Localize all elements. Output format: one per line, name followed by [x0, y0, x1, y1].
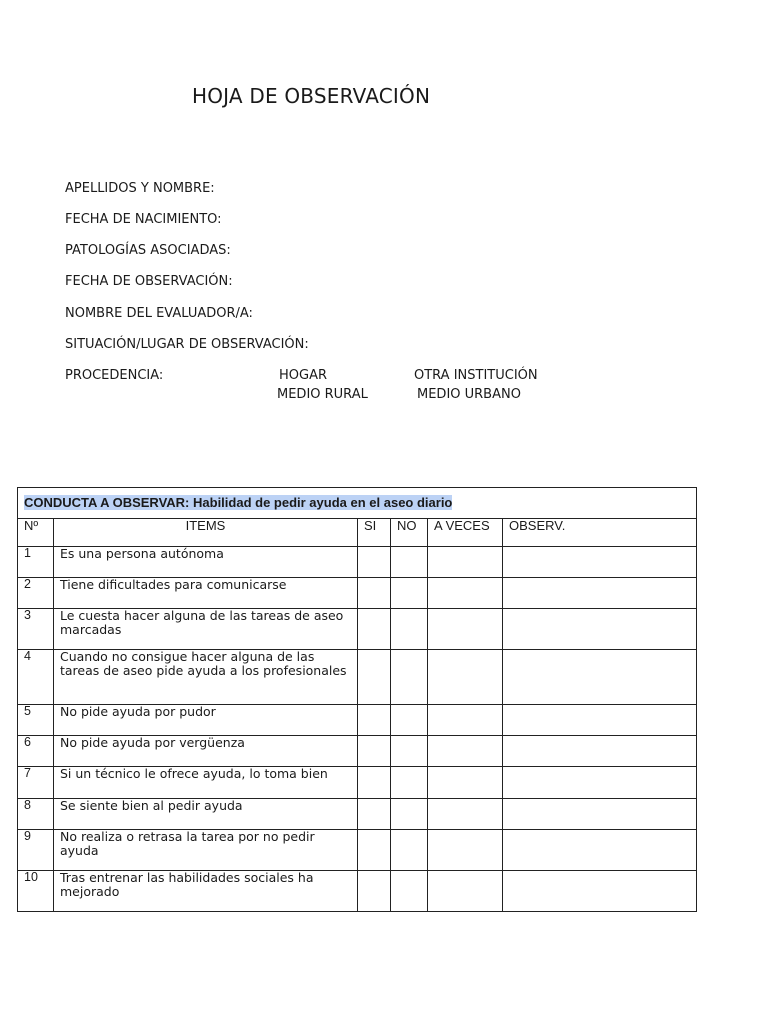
conducta-prefix: CONDUCTA A OBSERVAR:	[24, 495, 190, 511]
cell-no[interactable]	[391, 830, 428, 871]
table-row	[18, 767, 697, 799]
cell-observ[interactable]	[503, 767, 697, 799]
procedencia-option-medio-urbano: MEDIO URBANO	[417, 387, 521, 402]
cell-si[interactable]	[358, 830, 391, 871]
row-item: No pide ayuda por vergüenza	[54, 736, 358, 767]
row-number: 6	[18, 736, 54, 767]
cell-observ[interactable]	[503, 609, 697, 650]
cell-a-veces[interactable]	[428, 799, 503, 830]
row-number: 10	[18, 871, 54, 912]
cell-observ[interactable]	[503, 578, 697, 609]
column-header-si: SI	[358, 519, 391, 547]
column-header-observ: OBSERV.	[503, 519, 697, 547]
row-number: 4	[18, 650, 54, 705]
row-number: 7	[18, 767, 54, 799]
table-header-conducta	[18, 488, 697, 519]
row-number: 1	[18, 547, 54, 578]
row-item: Tras entrenar las habilidades sociales ha mejorado	[54, 871, 358, 912]
cell-a-veces[interactable]	[428, 650, 503, 705]
cell-a-veces[interactable]	[428, 705, 503, 736]
field-fecha-observacion: FECHA DE OBSERVACIÓN:	[65, 274, 233, 289]
column-header-no: NO	[391, 519, 428, 547]
field-patologias: PATOLOGÍAS ASOCIADAS:	[65, 243, 231, 258]
cell-si[interactable]	[358, 705, 391, 736]
table-row	[18, 871, 697, 912]
cell-si[interactable]	[358, 609, 391, 650]
table-row	[18, 705, 697, 736]
column-header-a-veces: A VECES	[428, 519, 503, 547]
row-number: 2	[18, 578, 54, 609]
row-number: 8	[18, 799, 54, 830]
row-number: 9	[18, 830, 54, 871]
cell-a-veces[interactable]	[428, 578, 503, 609]
cell-no[interactable]	[391, 547, 428, 578]
cell-si[interactable]	[358, 871, 391, 912]
cell-no[interactable]	[391, 736, 428, 767]
cell-no[interactable]	[391, 871, 428, 912]
conducta-text: Habilidad de pedir ayuda en el aseo diario	[193, 495, 453, 511]
cell-a-veces[interactable]	[428, 767, 503, 799]
row-item: Le cuesta hacer alguna de las tareas de aseo marcadas	[54, 609, 358, 650]
field-situacion-lugar: SITUACIÓN/LUGAR DE OBSERVACIÓN:	[65, 337, 309, 352]
cell-no[interactable]	[391, 799, 428, 830]
cell-no[interactable]	[391, 609, 428, 650]
table-row	[18, 578, 697, 609]
cell-si[interactable]	[358, 650, 391, 705]
cell-observ[interactable]	[503, 871, 697, 912]
procedencia-option-medio-rural: MEDIO RURAL	[277, 387, 368, 402]
row-item: No realiza o retrasa la tarea por no pedir ayuda	[54, 830, 358, 871]
table-row	[18, 799, 697, 830]
cell-a-veces[interactable]	[428, 736, 503, 767]
cell-si[interactable]	[358, 736, 391, 767]
cell-observ[interactable]	[503, 650, 697, 705]
cell-no[interactable]	[391, 767, 428, 799]
observation-table	[17, 487, 697, 912]
column-header-items: ITEMS	[54, 519, 358, 547]
field-nombre-evaluador: NOMBRE DEL EVALUADOR/A:	[65, 306, 253, 321]
table-row	[18, 547, 697, 578]
cell-a-veces[interactable]	[428, 609, 503, 650]
cell-observ[interactable]	[503, 799, 697, 830]
row-number: 3	[18, 609, 54, 650]
cell-observ[interactable]	[503, 705, 697, 736]
cell-no[interactable]	[391, 705, 428, 736]
table-row	[18, 736, 697, 767]
procedencia-option-hogar: HOGAR	[279, 368, 328, 383]
procedencia-option-otra-institucion: OTRA INSTITUCIÓN	[414, 368, 538, 383]
page-title: HOJA DE OBSERVACIÓN	[192, 84, 431, 108]
row-item: No pide ayuda por pudor	[54, 705, 358, 736]
cell-observ[interactable]	[503, 830, 697, 871]
cell-a-veces[interactable]	[428, 830, 503, 871]
row-item: Es una persona autónoma	[54, 547, 358, 578]
row-item: Cuando no consigue hacer alguna de las tareas de aseo pide ayuda a los profesionales	[54, 650, 358, 705]
cell-si[interactable]	[358, 799, 391, 830]
field-apellidos-nombre: APELLIDOS Y NOMBRE:	[65, 181, 215, 196]
cell-a-veces[interactable]	[428, 871, 503, 912]
table-row	[18, 830, 697, 871]
field-fecha-nacimiento: FECHA DE NACIMIENTO:	[65, 212, 222, 227]
cell-si[interactable]	[358, 547, 391, 578]
cell-observ[interactable]	[503, 736, 697, 767]
cell-si[interactable]	[358, 767, 391, 799]
procedencia-label: PROCEDENCIA:	[65, 368, 164, 383]
cell-observ[interactable]	[503, 547, 697, 578]
cell-no[interactable]	[391, 650, 428, 705]
cell-a-veces[interactable]	[428, 547, 503, 578]
row-item: Si un técnico le ofrece ayuda, lo toma bien	[54, 767, 358, 799]
row-item: Se siente bien al pedir ayuda	[54, 799, 358, 830]
row-item: Tiene dificultades para comunicarse	[54, 578, 358, 609]
cell-no[interactable]	[391, 578, 428, 609]
table-row	[18, 609, 697, 650]
cell-si[interactable]	[358, 578, 391, 609]
row-number: 5	[18, 705, 54, 736]
table-row	[18, 650, 697, 705]
column-header-num: Nº	[18, 519, 54, 547]
